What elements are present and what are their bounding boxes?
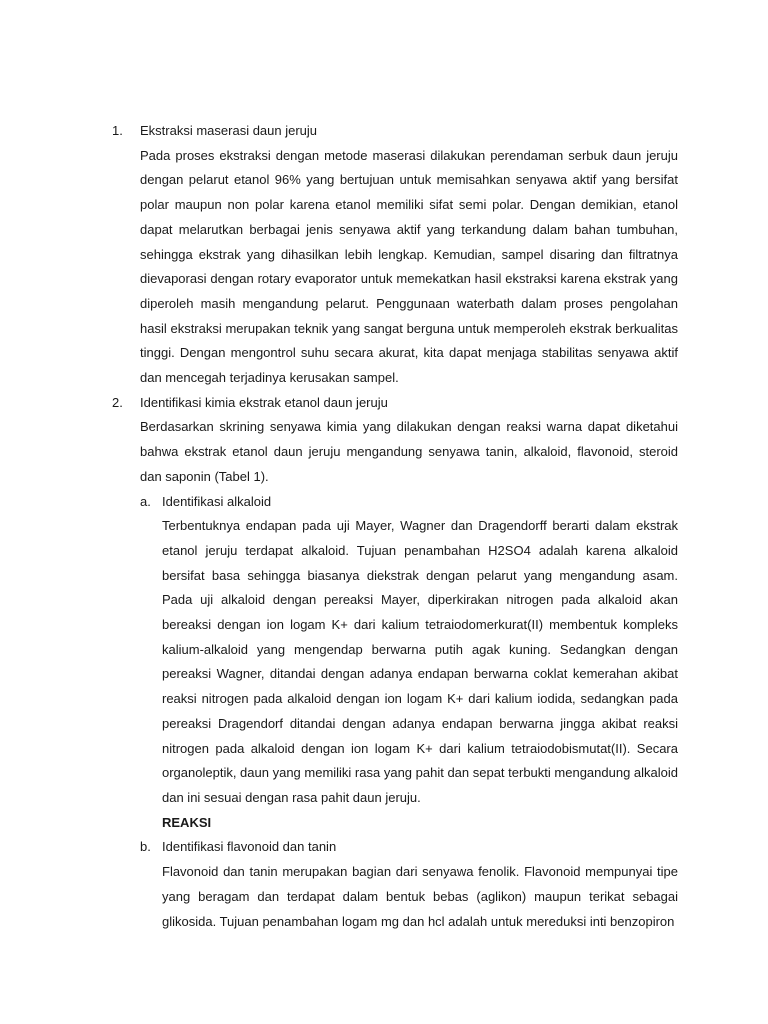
subsection-a-paragraph: Terbentuknya endapan pada uji Mayer, Wagner dan Dragendorff berarti dalam ekstrak etanol jeruju terdapat alkaloid. Tujuan penambahan H2SO4 adalah karena alkaloid bersifat basa sehingga biasanya diekstrak dengan pelarut yang mengandung asam. Pada uji alkaloid dengan pereaksi Mayer, diperkirakan nitrogen pada alkaloid akan bereaksi dengan ion logam K+ dari kalium tetraiodomerkurat(II) membentuk kompleks kalium-alkaloid yang mengendap berwarna putih agak kuning. Sedangkan dengan pereaksi Wagner, ditandai dengan adanya endapan berwarna coklat kemerahan akibat reaksi nitrogen pada alkaloid dengan ion logam K+ dari kalium iodida, sedangkan pada pereaksi Dragendorf ditandai dengan adanya endapan berwarna jingga akibat reaksi nitrogen pada alkaloid dengan ion logam K+ dari kalium tetraiodobismutat(II). Secara organoleptik, daun yang memiliki rasa yang pahit dan sepat terbukti mengandung alkaloid dan ini sesuai dengan rasa pahit daun jeruju. (162, 518, 678, 805)
subsection-b-paragraph: Flavonoid dan tanin merupakan bagian dari senyawa fenolik. Flavonoid mempunyai tipe yang beragam dan terdapat dalam bentuk bebas (aglikon) maupun terikat sebagai glikosida. Tujuan penambahan logam mg dan hcl adalah untuk mereduksi inti benzopiron (162, 864, 678, 929)
subsection-b (140, 835, 678, 934)
section-2-paragraph: Berdasarkan skrining senyawa kimia yang dilakukan dengan reaksi warna dapat diketahui bahwa ekstrak etanol daun jeruju mengandung senyawa tanin, alkaloid, flavonoid, steroid dan saponin (Tabel 1). (140, 419, 678, 484)
section-1 (112, 119, 678, 391)
section-1-paragraph: Pada proses ekstraksi dengan metode maserasi dilakukan perendaman serbuk daun jeruju dengan pelarut etanol 96% yang bertujuan untuk memisahkan senyawa aktif yang bersifat polar maupun non polar karena etanol memiliki sifat semi polar. Dengan demikian, etanol dapat melarutkan berbagai jenis senyawa aktif yang terkandung dalam bahan tumbuhan, sehingga ekstrak yang dihasilkan lebih lengkap. Kemudian, sampel disaring dan filtratnya dievaporasi dengan rotary evaporator untuk memekatkan hasil ekstraksi karena ekstrak yang diperoleh masih mengandung pelarut. Penggunaan waterbath dalam proses pengolahan hasil ekstraksi merupakan teknik yang sangat berguna untuk memperoleh ekstrak berkualitas tinggi. Dengan mengontrol suhu secara akurat, kita dapat menjaga stabilitas senyawa aktif dan mencegah terjadinya kerusakan sampel. (140, 147, 678, 386)
section-1-number: 1. (112, 123, 123, 138)
subsection-a-heading: Identifikasi alkaloid (162, 493, 272, 509)
subsection-b-heading: Identifikasi flavonoid dan tanin (162, 839, 337, 855)
section-2-heading: Identifikasi kimia ekstrak etanol daun jeruju (140, 394, 388, 410)
subsection-a (140, 490, 678, 836)
reaksi-label: REAKSI (162, 814, 212, 830)
section-1-heading: Ekstraksi maserasi daun jeruju (140, 123, 318, 138)
section-2-number: 2. (112, 394, 123, 410)
subsection-a-letter: a. (140, 493, 151, 509)
document-body (112, 119, 678, 934)
section-2 (112, 391, 678, 934)
subsection-b-letter: b. (140, 839, 151, 855)
